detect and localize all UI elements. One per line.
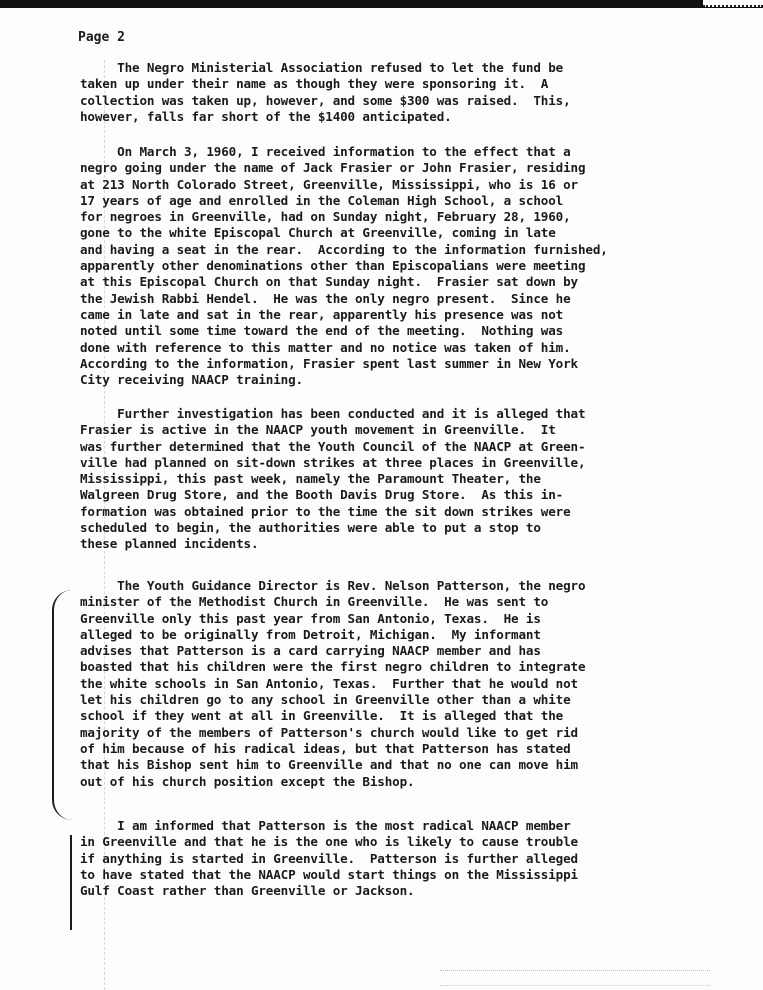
text-line: noted until some time toward the end of the meeting. Nothing was — [80, 323, 564, 339]
text-line: On March 3, 1960, I received information to the effect that a — [80, 144, 571, 159]
text-line: Gulf Coast rather than Greenville or Jackson. — [80, 883, 415, 899]
text-line: let his children go to any school in Greenville other than a white — [80, 692, 571, 708]
text-line: collection was taken up, however, and some $300 was raised. This, — [80, 92, 571, 108]
text-line: school if they went at all in Greenville. It is alleged that the — [80, 708, 564, 724]
text-line: for negroes in Greenville, had on Sunday night, February 28, 1960, — [80, 209, 571, 225]
text-line: Further investigation has been conducted and it is alleged that — [80, 406, 586, 421]
paragraph-3 — [80, 406, 720, 553]
text-line: these planned incidents. — [80, 536, 259, 552]
paragraph-4 — [80, 578, 720, 790]
text-line: if anything is started in Greenville. Patterson is further alleged — [80, 850, 578, 866]
top-edge-notch — [703, 0, 763, 7]
text-line: that his Bishop sent him to Greenville and that no one can move him — [80, 757, 578, 773]
text-line: According to the information, Frasier spent last summer in New York — [80, 355, 578, 371]
paragraph-1 — [80, 60, 720, 125]
text-line: advises that Patterson is a card carrying NAACP member and has — [80, 643, 541, 659]
text-line: was further determined that the Youth Council of the NAACP at Green- — [80, 438, 586, 454]
text-line: to have stated that the NAACP would start things on the Mississippi — [80, 866, 578, 882]
bottom-scan-smudge — [440, 970, 710, 986]
page-number-label: Page 2 — [78, 30, 125, 45]
text-line: City receiving NAACP training. — [80, 372, 303, 388]
text-line: 17 years of age and enrolled in the Coleman High School, a school — [80, 192, 564, 208]
text-line: out of his church position except the Bishop. — [80, 773, 415, 789]
text-line: ville had planned on sit-down strikes at three places in Greenville, — [80, 454, 586, 470]
text-line: boasted that his children were the first negro children to integrate — [80, 659, 586, 675]
paragraph-2 — [80, 144, 720, 388]
text-line: however, falls far short of the $1400 anticipated. — [80, 108, 452, 124]
text-line: minister of the Methodist Church in Greenville. He was sent to — [80, 594, 549, 610]
margin-line-mark — [70, 835, 80, 930]
text-line: Greenville only this past year from San Antonio, Texas. He is — [80, 610, 541, 626]
text-line: at 213 North Colorado Street, Greenville, Mississippi, who is 16 or — [80, 176, 578, 192]
text-line: The Youth Guidance Director is Rev. Nelson Patterson, the negro — [80, 578, 586, 593]
margin-bracket-mark — [52, 590, 72, 820]
text-line: the white schools in San Antonio, Texas. Further that he would not — [80, 675, 578, 691]
text-line: came in late and sat in the rear, apparently his presence was not — [80, 306, 564, 322]
text-line: taken up under their name as though they were sponsoring it. A — [80, 76, 549, 92]
text-line: formation was obtained prior to the time the sit down strikes were — [80, 503, 571, 519]
text-line: majority of the members of Patterson's church would like to get rid — [80, 724, 578, 740]
text-line: I am informed that Patterson is the most radical NAACP member — [80, 818, 571, 833]
text-line: in Greenville and that he is the one who is likely to cause trouble — [80, 834, 578, 850]
text-line: Frasier is active in the NAACP youth movement in Greenville. It — [80, 422, 556, 438]
text-line: scheduled to begin, the authorities were able to put a stop to — [80, 520, 541, 536]
top-edge-scan-artifact — [0, 0, 763, 8]
paragraph-5 — [80, 818, 720, 899]
text-line: of him because of his radical ideas, but that Patterson has stated — [80, 740, 571, 756]
text-line: apparently other denominations other than Episcopalians were meeting — [80, 258, 586, 274]
text-line: The Negro Ministerial Association refused to let the fund be — [80, 60, 564, 75]
text-line: gone to the white Episcopal Church at Greenville, coming in late — [80, 225, 556, 241]
text-line: Mississippi, this past week, namely the Paramount Theater, the — [80, 471, 541, 487]
text-line: the Jewish Rabbi Hendel. He was the only negro present. Since he — [80, 290, 571, 306]
text-line: at this Episcopal Church on that Sunday night. Frasier sat down by — [80, 274, 578, 290]
text-line: alleged to be originally from Detroit, Michigan. My informant — [80, 626, 541, 642]
text-line: Walgreen Drug Store, and the Booth Davis Drug Store. As this in- — [80, 487, 564, 503]
text-line: and having a seat in the rear. According to the information furnished, — [80, 241, 608, 257]
text-line: negro going under the name of Jack Frasier or John Frasier, residing — [80, 160, 586, 176]
text-line: done with reference to this matter and no notice was taken of him. — [80, 339, 571, 355]
